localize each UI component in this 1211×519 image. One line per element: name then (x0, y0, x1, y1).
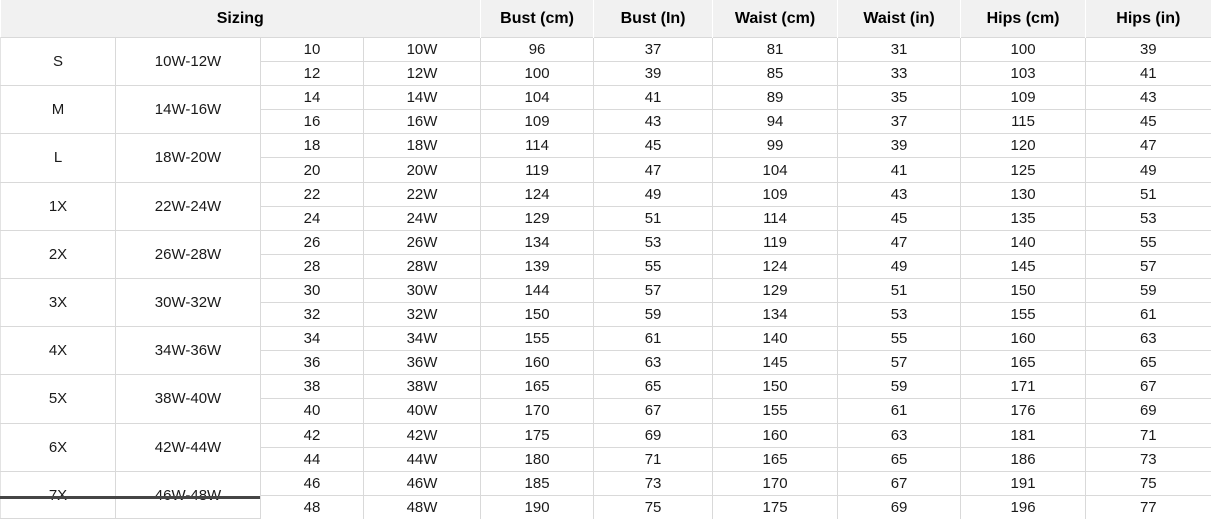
size-letter-cell: L (1, 134, 116, 182)
waist-in-cell: 35 (838, 86, 961, 110)
numeric-size-cell: 28 (261, 254, 364, 278)
bust-cm-cell: 114 (481, 134, 594, 158)
hips-cm-cell: 196 (961, 495, 1086, 519)
table-row (1, 471, 1211, 495)
bust-cm-cell: 165 (481, 375, 594, 399)
bust-in-cell: 41 (594, 86, 713, 110)
waist-cm-cell: 104 (713, 158, 838, 182)
header-bust-cm: Bust (cm) (481, 0, 594, 38)
hips-in-cell: 77 (1086, 495, 1211, 519)
numeric-size-cell: 36 (261, 351, 364, 375)
size-letter-cell: 3X (1, 278, 116, 326)
size-letter-cell: S (1, 38, 116, 86)
waist-cm-cell: 119 (713, 230, 838, 254)
waist-in-cell: 51 (838, 278, 961, 302)
w-size-cell: 48W (364, 495, 481, 519)
waist-in-cell: 41 (838, 158, 961, 182)
hips-in-cell: 63 (1086, 327, 1211, 351)
waist-in-cell: 61 (838, 399, 961, 423)
bust-cm-cell: 96 (481, 38, 594, 62)
w-size-cell: 30W (364, 278, 481, 302)
hips-cm-cell: 135 (961, 206, 1086, 230)
numeric-size-cell: 20 (261, 158, 364, 182)
bust-cm-cell: 160 (481, 351, 594, 375)
w-size-cell: 34W (364, 327, 481, 351)
bust-cm-cell: 175 (481, 423, 594, 447)
table-row (1, 134, 1211, 158)
table-row (1, 278, 1211, 302)
bust-cm-cell: 155 (481, 327, 594, 351)
hips-cm-cell: 130 (961, 182, 1086, 206)
bust-in-cell: 55 (594, 254, 713, 278)
table-row (1, 230, 1211, 254)
w-size-cell: 14W (364, 86, 481, 110)
hips-in-cell: 71 (1086, 423, 1211, 447)
table-row (1, 327, 1211, 351)
numeric-size-cell: 24 (261, 206, 364, 230)
bust-cm-cell: 129 (481, 206, 594, 230)
w-size-cell: 16W (364, 110, 481, 134)
size-range-cell: 18W-20W (116, 134, 261, 182)
w-size-cell: 32W (364, 303, 481, 327)
waist-cm-cell: 155 (713, 399, 838, 423)
size-range-cell: 30W-32W (116, 278, 261, 326)
hips-cm-cell: 109 (961, 86, 1086, 110)
header-bust-in: Bust (In) (594, 0, 713, 38)
waist-in-cell: 33 (838, 62, 961, 86)
waist-in-cell: 31 (838, 38, 961, 62)
hips-cm-cell: 125 (961, 158, 1086, 182)
numeric-size-cell: 48 (261, 495, 364, 519)
bust-in-cell: 47 (594, 158, 713, 182)
bust-in-cell: 61 (594, 327, 713, 351)
size-range-cell: 34W-36W (116, 327, 261, 375)
waist-in-cell: 69 (838, 495, 961, 519)
numeric-size-cell: 14 (261, 86, 364, 110)
waist-cm-cell: 114 (713, 206, 838, 230)
header-sizing: Sizing (1, 0, 481, 38)
waist-cm-cell: 140 (713, 327, 838, 351)
hips-in-cell: 49 (1086, 158, 1211, 182)
bust-in-cell: 75 (594, 495, 713, 519)
hips-cm-cell: 120 (961, 134, 1086, 158)
bust-cm-cell: 109 (481, 110, 594, 134)
numeric-size-cell: 40 (261, 399, 364, 423)
waist-in-cell: 37 (838, 110, 961, 134)
waist-cm-cell: 150 (713, 375, 838, 399)
bust-in-cell: 39 (594, 62, 713, 86)
waist-cm-cell: 160 (713, 423, 838, 447)
waist-cm-cell: 124 (713, 254, 838, 278)
waist-in-cell: 59 (838, 375, 961, 399)
waist-in-cell: 43 (838, 182, 961, 206)
waist-cm-cell: 94 (713, 110, 838, 134)
w-size-cell: 20W (364, 158, 481, 182)
bust-in-cell: 37 (594, 38, 713, 62)
waist-cm-cell: 145 (713, 351, 838, 375)
waist-in-cell: 45 (838, 206, 961, 230)
hips-in-cell: 73 (1086, 447, 1211, 471)
hips-in-cell: 53 (1086, 206, 1211, 230)
header-waist-cm: Waist (cm) (713, 0, 838, 38)
size-range-cell: 22W-24W (116, 182, 261, 230)
numeric-size-cell: 26 (261, 230, 364, 254)
numeric-size-cell: 32 (261, 303, 364, 327)
waist-cm-cell: 129 (713, 278, 838, 302)
numeric-size-cell: 12 (261, 62, 364, 86)
hips-cm-cell: 100 (961, 38, 1086, 62)
w-size-cell: 10W (364, 38, 481, 62)
hips-in-cell: 65 (1086, 351, 1211, 375)
waist-in-cell: 57 (838, 351, 961, 375)
waist-cm-cell: 134 (713, 303, 838, 327)
bust-in-cell: 53 (594, 230, 713, 254)
numeric-size-cell: 38 (261, 375, 364, 399)
table-row (1, 182, 1211, 206)
w-size-cell: 26W (364, 230, 481, 254)
hips-cm-cell: 165 (961, 351, 1086, 375)
size-letter-cell: 5X (1, 375, 116, 423)
bust-in-cell: 67 (594, 399, 713, 423)
bust-cm-cell: 124 (481, 182, 594, 206)
bust-in-cell: 45 (594, 134, 713, 158)
hips-in-cell: 51 (1086, 182, 1211, 206)
hips-in-cell: 43 (1086, 86, 1211, 110)
waist-cm-cell: 81 (713, 38, 838, 62)
bust-cm-cell: 170 (481, 399, 594, 423)
numeric-size-cell: 30 (261, 278, 364, 302)
hips-in-cell: 41 (1086, 62, 1211, 86)
waist-in-cell: 63 (838, 423, 961, 447)
bust-in-cell: 59 (594, 303, 713, 327)
hips-cm-cell: 150 (961, 278, 1086, 302)
hips-cm-cell: 191 (961, 471, 1086, 495)
numeric-size-cell: 18 (261, 134, 364, 158)
header-hips-cm: Hips (cm) (961, 0, 1086, 38)
bust-cm-cell: 150 (481, 303, 594, 327)
numeric-size-cell: 42 (261, 423, 364, 447)
bust-cm-cell: 139 (481, 254, 594, 278)
w-size-cell: 38W (364, 375, 481, 399)
bust-cm-cell: 119 (481, 158, 594, 182)
hips-cm-cell: 103 (961, 62, 1086, 86)
bust-in-cell: 73 (594, 471, 713, 495)
size-range-cell: 26W-28W (116, 230, 261, 278)
hips-in-cell: 45 (1086, 110, 1211, 134)
header-waist-in: Waist (in) (838, 0, 961, 38)
bust-cm-cell: 190 (481, 495, 594, 519)
hips-cm-cell: 176 (961, 399, 1086, 423)
hips-in-cell: 59 (1086, 278, 1211, 302)
w-size-cell: 36W (364, 351, 481, 375)
numeric-size-cell: 34 (261, 327, 364, 351)
bust-in-cell: 71 (594, 447, 713, 471)
bust-in-cell: 63 (594, 351, 713, 375)
numeric-size-cell: 46 (261, 471, 364, 495)
numeric-size-cell: 22 (261, 182, 364, 206)
bottom-edge-line (0, 496, 260, 499)
hips-cm-cell: 115 (961, 110, 1086, 134)
hips-in-cell: 61 (1086, 303, 1211, 327)
waist-in-cell: 65 (838, 447, 961, 471)
hips-cm-cell: 140 (961, 230, 1086, 254)
hips-in-cell: 75 (1086, 471, 1211, 495)
hips-in-cell: 47 (1086, 134, 1211, 158)
size-letter-cell: 4X (1, 327, 116, 375)
waist-cm-cell: 99 (713, 134, 838, 158)
hips-in-cell: 39 (1086, 38, 1211, 62)
waist-in-cell: 49 (838, 254, 961, 278)
waist-cm-cell: 89 (713, 86, 838, 110)
size-range-cell: 42W-44W (116, 423, 261, 471)
size-letter-cell: M (1, 86, 116, 134)
size-range-cell: 38W-40W (116, 375, 261, 423)
numeric-size-cell: 44 (261, 447, 364, 471)
header-row (1, 0, 1211, 38)
bust-cm-cell: 144 (481, 278, 594, 302)
hips-in-cell: 57 (1086, 254, 1211, 278)
size-letter-cell: 2X (1, 230, 116, 278)
hips-cm-cell: 145 (961, 254, 1086, 278)
bust-cm-cell: 185 (481, 471, 594, 495)
bust-in-cell: 51 (594, 206, 713, 230)
waist-cm-cell: 175 (713, 495, 838, 519)
hips-in-cell: 69 (1086, 399, 1211, 423)
w-size-cell: 40W (364, 399, 481, 423)
hips-cm-cell: 160 (961, 327, 1086, 351)
bust-in-cell: 43 (594, 110, 713, 134)
w-size-cell: 28W (364, 254, 481, 278)
size-letter-cell: 6X (1, 423, 116, 471)
bust-in-cell: 69 (594, 423, 713, 447)
size-letter-cell: 1X (1, 182, 116, 230)
hips-cm-cell: 155 (961, 303, 1086, 327)
w-size-cell: 42W (364, 423, 481, 447)
bust-in-cell: 57 (594, 278, 713, 302)
bust-cm-cell: 104 (481, 86, 594, 110)
w-size-cell: 18W (364, 134, 481, 158)
w-size-cell: 46W (364, 471, 481, 495)
waist-cm-cell: 109 (713, 182, 838, 206)
waist-in-cell: 47 (838, 230, 961, 254)
table-row (1, 375, 1211, 399)
bust-in-cell: 49 (594, 182, 713, 206)
bust-cm-cell: 100 (481, 62, 594, 86)
waist-cm-cell: 165 (713, 447, 838, 471)
table-row (1, 86, 1211, 110)
w-size-cell: 24W (364, 206, 481, 230)
bust-in-cell: 65 (594, 375, 713, 399)
waist-in-cell: 53 (838, 303, 961, 327)
table-row (1, 38, 1211, 62)
waist-cm-cell: 170 (713, 471, 838, 495)
hips-cm-cell: 171 (961, 375, 1086, 399)
hips-cm-cell: 181 (961, 423, 1086, 447)
size-range-cell: 10W-12W (116, 38, 261, 86)
size-range-cell: 14W-16W (116, 86, 261, 134)
table-row (1, 423, 1211, 447)
waist-in-cell: 55 (838, 327, 961, 351)
w-size-cell: 44W (364, 447, 481, 471)
hips-in-cell: 67 (1086, 375, 1211, 399)
waist-in-cell: 39 (838, 134, 961, 158)
w-size-cell: 22W (364, 182, 481, 206)
bust-cm-cell: 134 (481, 230, 594, 254)
hips-in-cell: 55 (1086, 230, 1211, 254)
numeric-size-cell: 10 (261, 38, 364, 62)
waist-in-cell: 67 (838, 471, 961, 495)
hips-cm-cell: 186 (961, 447, 1086, 471)
waist-cm-cell: 85 (713, 62, 838, 86)
w-size-cell: 12W (364, 62, 481, 86)
numeric-size-cell: 16 (261, 110, 364, 134)
header-hips-in: Hips (in) (1086, 0, 1211, 38)
bust-cm-cell: 180 (481, 447, 594, 471)
